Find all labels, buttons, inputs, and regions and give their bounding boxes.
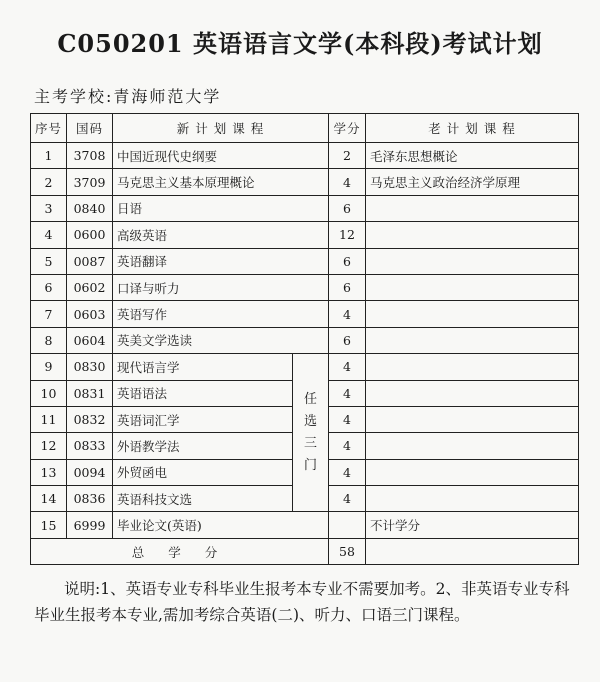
credits-cell: 6 <box>329 248 366 274</box>
code-cell: 0833 <box>67 433 113 459</box>
credits-cell: 4 <box>329 354 366 380</box>
old-course-cell <box>366 222 579 248</box>
code-cell: 3708 <box>67 143 113 169</box>
seq-cell: 12 <box>31 433 67 459</box>
header-seq: 序号 <box>31 114 67 143</box>
table-row <box>31 301 579 327</box>
seq-cell: 9 <box>31 354 67 380</box>
course-cell: 英语科技文选 <box>113 486 293 512</box>
elective-char: 门 <box>303 457 317 473</box>
seq-cell: 3 <box>31 195 67 221</box>
course-cell: 现代语言学 <box>113 354 293 380</box>
course-cell: 中国近现代史纲要 <box>113 143 329 169</box>
seq-cell: 11 <box>31 406 67 432</box>
table-row <box>31 512 579 538</box>
seq-cell: 7 <box>31 301 67 327</box>
explanation-note: 说明:1、英语专业专科毕业生报考本专业不需要加考。2、非英语专业专科毕业生报考本专业,需加考综合英语(二)、听力、口语三门课程。 <box>34 580 570 624</box>
code-cell: 0831 <box>67 380 113 406</box>
code-cell: 0840 <box>67 195 113 221</box>
seq-cell: 4 <box>31 222 67 248</box>
table-row <box>31 169 579 195</box>
old-course-cell <box>366 486 579 512</box>
course-cell: 口译与听力 <box>113 274 329 300</box>
table-header-row <box>31 114 579 143</box>
course-cell: 外贸函电 <box>113 459 293 485</box>
credits-cell: 6 <box>329 274 366 300</box>
table-row <box>31 195 579 221</box>
code-cell: 0600 <box>67 222 113 248</box>
course-cell: 英美文学选读 <box>113 327 329 353</box>
seq-cell: 1 <box>31 143 67 169</box>
seq-cell: 14 <box>31 486 67 512</box>
course-cell: 日语 <box>113 195 329 221</box>
code-cell: 0604 <box>67 327 113 353</box>
table-row <box>31 354 579 380</box>
credits-cell: 6 <box>329 195 366 221</box>
old-course-cell <box>366 195 579 221</box>
credits-cell <box>329 512 366 538</box>
credits-cell: 4 <box>329 406 366 432</box>
old-course-cell <box>366 354 579 380</box>
credits-cell: 6 <box>329 327 366 353</box>
credits-cell: 4 <box>329 169 366 195</box>
old-course-cell <box>366 248 579 274</box>
course-cell: 英语语法 <box>113 380 293 406</box>
header-credits: 学分 <box>329 114 366 143</box>
old-course-cell <box>366 406 579 432</box>
seq-cell: 13 <box>31 459 67 485</box>
seq-cell: 8 <box>31 327 67 353</box>
code-cell: 6999 <box>67 512 113 538</box>
total-row <box>31 538 579 564</box>
elective-char: 选 <box>303 413 317 429</box>
total-empty-cell <box>366 538 579 564</box>
table-row <box>31 248 579 274</box>
credits-cell: 4 <box>329 433 366 459</box>
page-title: C050201 英语语言文学(本科段)考试计划 <box>57 29 543 58</box>
course-cell: 英语词汇学 <box>113 406 293 432</box>
credits-cell: 12 <box>329 222 366 248</box>
credits-cell: 4 <box>329 459 366 485</box>
course-cell: 英语写作 <box>113 301 329 327</box>
old-course-cell <box>366 301 579 327</box>
exam-plan-table <box>30 113 579 565</box>
code-cell: 0602 <box>67 274 113 300</box>
old-course-cell <box>366 459 579 485</box>
credits-cell: 4 <box>329 486 366 512</box>
seq-cell: 6 <box>31 274 67 300</box>
old-course-cell: 毛泽东思想概论 <box>366 143 579 169</box>
seq-cell: 15 <box>31 512 67 538</box>
old-course-cell <box>366 327 579 353</box>
code-cell: 3709 <box>67 169 113 195</box>
code-cell: 0087 <box>67 248 113 274</box>
table-row <box>31 274 579 300</box>
table-row <box>31 222 579 248</box>
code-cell: 0832 <box>67 406 113 432</box>
code-cell: 0094 <box>67 459 113 485</box>
course-cell: 外语教学法 <box>113 433 293 459</box>
header-old-course: 老 计 划 课 程 <box>366 114 579 143</box>
total-credits: 58 <box>329 538 366 564</box>
code-cell: 0830 <box>67 354 113 380</box>
elective-note <box>293 354 329 512</box>
old-course-cell: 不计学分 <box>366 512 579 538</box>
old-course-cell <box>366 380 579 406</box>
code-cell: 0603 <box>67 301 113 327</box>
course-cell: 高级英语 <box>113 222 329 248</box>
elective-char: 任 <box>303 391 317 407</box>
code-cell: 0836 <box>67 486 113 512</box>
seq-cell: 2 <box>31 169 67 195</box>
seq-cell: 5 <box>31 248 67 274</box>
table-row <box>31 143 579 169</box>
course-cell: 英语翻译 <box>113 248 329 274</box>
credits-cell: 2 <box>329 143 366 169</box>
header-code: 国码 <box>67 114 113 143</box>
school-label: 主考学校:青海师范大学 <box>34 87 222 106</box>
elective-char: 三 <box>303 435 317 451</box>
credits-cell: 4 <box>329 301 366 327</box>
course-cell: 马克思主义基本原理概论 <box>113 169 329 195</box>
old-course-cell <box>366 433 579 459</box>
table-row <box>31 327 579 353</box>
total-label: 总 学 分 <box>31 538 329 564</box>
header-new-course: 新 计 划 课 程 <box>113 114 329 143</box>
credits-cell: 4 <box>329 380 366 406</box>
old-course-cell: 马克思主义政治经济学原理 <box>366 169 579 195</box>
seq-cell: 10 <box>31 380 67 406</box>
old-course-cell <box>366 274 579 300</box>
course-cell: 毕业论文(英语) <box>113 512 329 538</box>
